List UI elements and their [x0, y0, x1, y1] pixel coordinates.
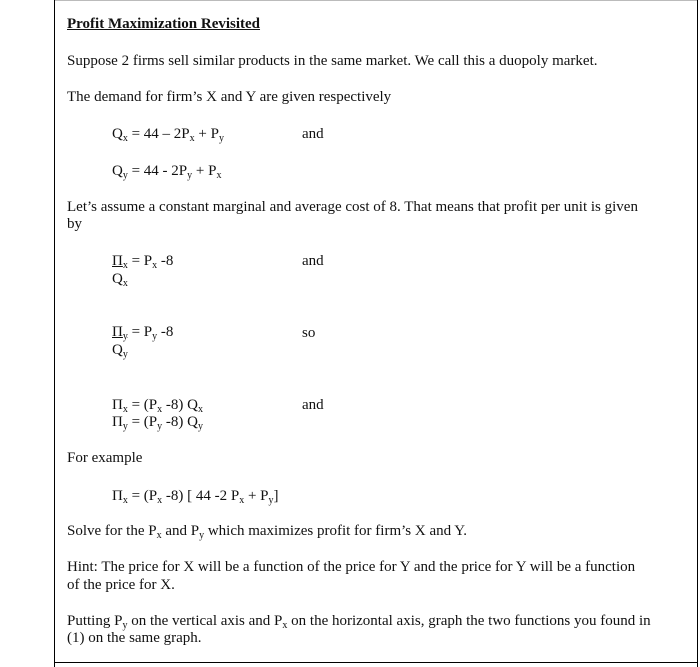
- profit-equation-x: $\Pi_x = (P_x$ -8) $Q_x$: [112, 397, 203, 415]
- cost-paragraph-line2: by: [67, 216, 82, 232]
- example-equation: $\Pi_x = (P_x$ -8) [ 44 -2 $P_x + P_y$]: [112, 488, 279, 506]
- profit-per-unit-y-denominator: $Q_y$: [112, 342, 128, 360]
- page-bottom-edge: [54, 662, 698, 663]
- equation-qy: $Q_y = 44 - 2P_y + P_x$: [112, 163, 222, 181]
- solve-instruction: Solve for the $P_x$ and $P_y$ which maximizes profit for firm’s X and Y.: [67, 523, 467, 541]
- intro-paragraph: Suppose 2 firms sell similar products in the same market. We call this a duopoly market.: [67, 53, 598, 69]
- graph-instruction-line2: (1) on the same graph.: [67, 630, 202, 646]
- profit-per-unit-x-denominator: $Q_x$: [112, 271, 128, 289]
- and-label-1: and: [302, 126, 324, 142]
- equation-qx: $Q_x = 44 - 2P_x + P_y$: [112, 126, 224, 144]
- profit-equation-y: $\Pi_y = (P_y$ -8) $Q_y$: [112, 414, 203, 432]
- graph-instruction-line1: Putting $P_y$ on the vertical axis and $P_x$ on the horizontal axis, graph the two functions you found in: [67, 613, 651, 631]
- and-label-3: and: [302, 397, 324, 413]
- cost-paragraph-line1: Let’s assume a constant marginal and average cost of 8. That means that profit per unit is given: [67, 199, 638, 215]
- profit-per-unit-x: $\Pi_x = P_x$ -8: [112, 253, 174, 271]
- profit-per-unit-y: $\Pi_y = P_y$ -8: [112, 324, 174, 342]
- and-label-2: and: [302, 253, 324, 269]
- hint-line1: Hint: The price for X will be a function of the price for Y and the price for Y will be a function: [67, 559, 636, 575]
- hint-line2: of the price for X.: [67, 577, 175, 593]
- page-title: Profit Maximization Revisited: [67, 16, 261, 32]
- so-label: so: [302, 325, 316, 341]
- for-example-label: For example: [67, 450, 143, 466]
- demand-intro: The demand for firm’s X and Y are given respectively: [67, 89, 392, 105]
